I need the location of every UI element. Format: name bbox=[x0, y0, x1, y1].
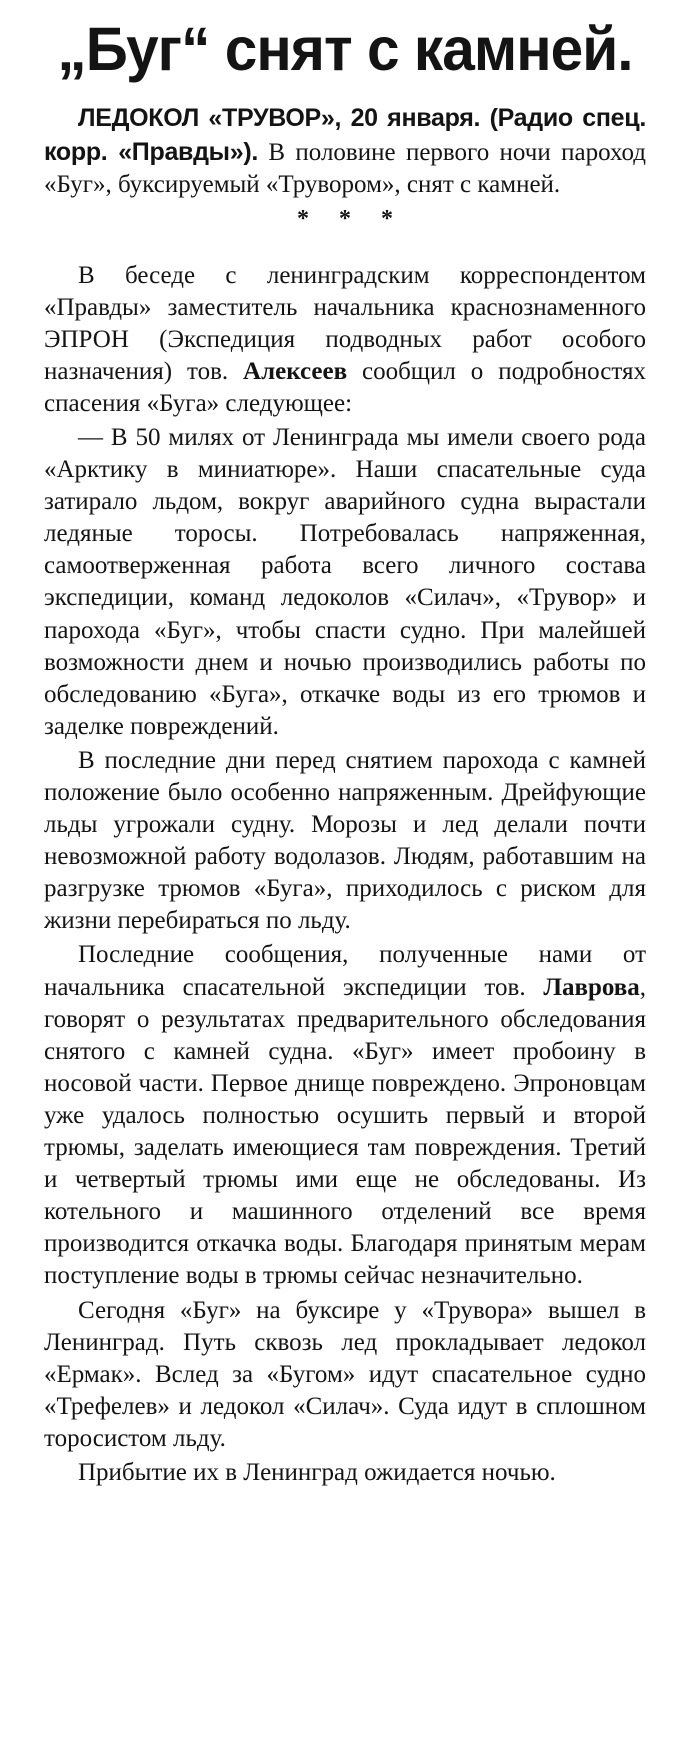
paragraph-towing: Сегодня «Буг» на буксире у «Трувора» вышел в Ленинград. Путь сквозь лед прокладывает ледокол «Ермак». Вслед за «Бугом» идут спасательное судно «Трефелев» и ледокол «Силач». Суда идут в сплошном торосистом льду. bbox=[44, 1296, 646, 1452]
person-name-alekseev: Алексеев bbox=[243, 357, 348, 385]
paragraph-text: сообщил о подробностях спасения «Буга» следующее: bbox=[44, 357, 646, 417]
dateline: ЛЕДОКОЛ «ТРУВОР», 20 января. (Радио спец. корр. «Правды»). bbox=[44, 104, 646, 166]
lead-text: В половине первого ночи пароход «Буг», буксируемый «Трувором», снят с камней. bbox=[44, 138, 646, 198]
paragraph-interview-intro bbox=[44, 260, 646, 420]
article-headline: „Буг“ снят с камней. bbox=[57, 15, 633, 83]
person-name-lavrov: Лаврова bbox=[543, 973, 640, 1001]
paragraph-last-days: В последние дни перед снятием парохода с камней положение было особенно напряженным. Дрейфующие льды угрожали судну. Морозы и лед делали почти невозможной работу водолазов. Людям, работавшим на разгрузке трюмов «Буга», приходилось с риском для жизни перебираться по льду. bbox=[44, 746, 646, 935]
spacer bbox=[44, 236, 646, 260]
paragraph-text: , говорят о результатах предварительного обследования снятого с камней судна. «Буг» имеет пробоину в носовой части. Первое днище повреждено. Эпроновцам уже удалось полностью осушить первый и второй трюмы, заделать имеющиеся там повреждения. Третий и четвертый трюмы ими еще не обследованы. Из котельного и машинного отделений все время производится откачка воды. Благодаря принятым мерам поступление воды в трюмы сейчас незначительно. bbox=[44, 973, 646, 1290]
paragraph-arctic: — В 50 милях от Ленинграда мы имели своего рода «Арктику в миниатюре». Наши спасательные суда затирало льдом, вокруг аварийного судна вырастали ледяные торосы. Потребовалась напряженная, самоотверженная работа всего личного состава экспедиции, команд ледоколов «Силач», «Трувор» и парохода «Буг», чтобы спасти судно. При малейшей возможности днем и ночью производились работы по обследованию «Буга», откачке воды из его трюмов и заделке повреждений. bbox=[44, 423, 646, 740]
paragraph-text: В беседе с ленинградским корреспондентом «Правды» заместитель начальника краснознаменного ЭПРОН (Экспедиция подводных работ особого назначения) тов. bbox=[44, 261, 646, 385]
lead-paragraph bbox=[44, 102, 646, 202]
paragraph-text: Последние сообщения, полученные нами от начальника спасательной экспедиции тов. bbox=[44, 941, 646, 1001]
section-separator: * * * bbox=[297, 205, 405, 232]
paragraph-inspection bbox=[44, 939, 646, 1292]
paragraph-arrival: Прибытие их в Ленинград ожидается ночью. bbox=[78, 1458, 556, 1486]
